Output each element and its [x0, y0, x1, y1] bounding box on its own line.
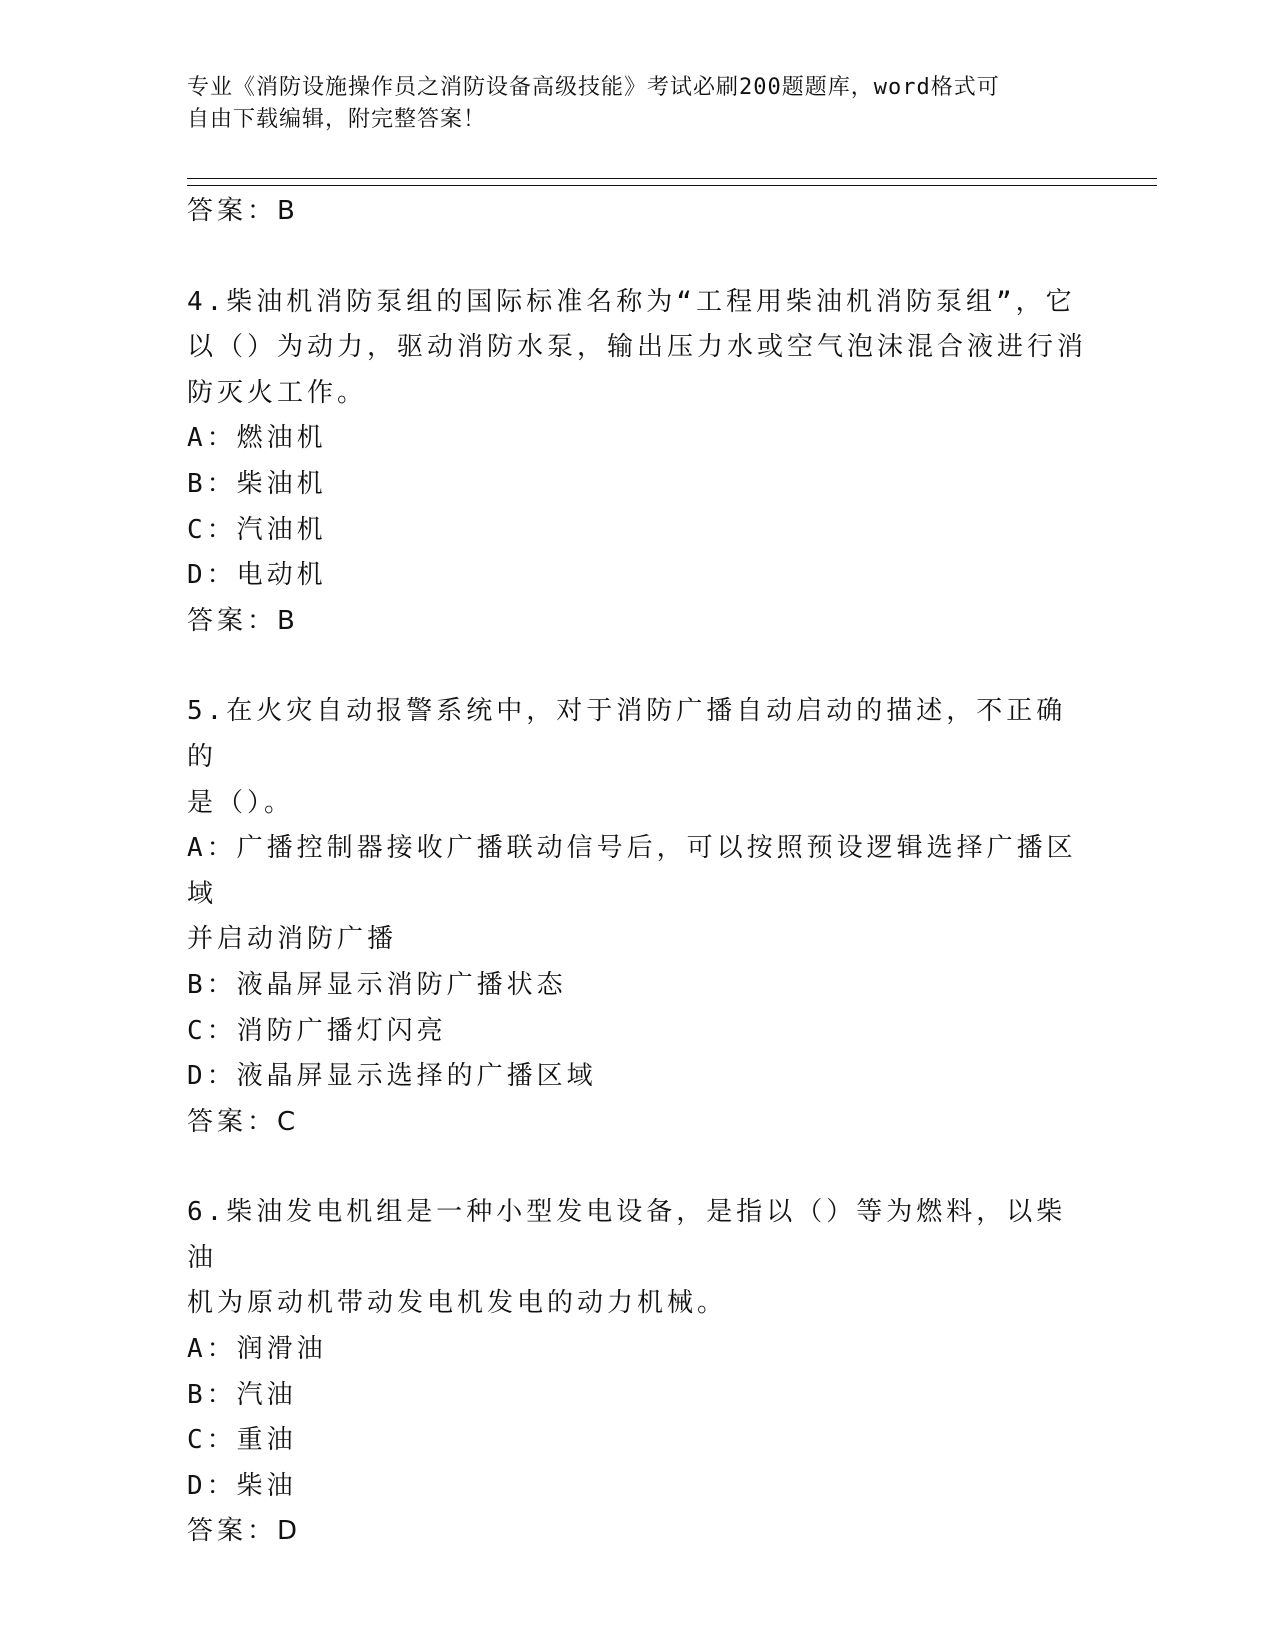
- option-a: A：广播控制器接收广播联动信号后，可以按照预设逻辑选择广播区域: [187, 833, 1077, 909]
- header-line-1: 专业《消防设施操作员之消防设备高级技能》考试必刷200题题库，word格式可: [187, 75, 1000, 100]
- question-stem-line: 是（）。: [187, 787, 295, 818]
- question-stem-line: 以（）为动力，驱动消防水泵，输出压力水或空气泡沫混合液进行消: [187, 332, 1088, 363]
- question-stem-line: 机为原动机带动发电机发电的动力机械。: [187, 1288, 728, 1319]
- question-stem-line: 防灭火工作。: [187, 377, 368, 408]
- option-c: C：重油: [187, 1425, 297, 1456]
- answer: 答案：B: [187, 605, 299, 636]
- option-b: B：汽油: [187, 1379, 297, 1410]
- question-5: [187, 689, 1087, 1145]
- option-c: C：汽油机: [187, 514, 327, 545]
- question-stem-line: 4.柴油机消防泵组的国际标准名称为“工程用柴油机消防泵组”，它: [187, 286, 1076, 317]
- header-divider: [187, 178, 1157, 186]
- page-header: [187, 72, 1067, 136]
- answer: 答案：C: [187, 1106, 300, 1137]
- option-c: C：消防广播灯闪亮: [187, 1015, 447, 1046]
- option-b: B：柴油机: [187, 468, 327, 499]
- answer: 答案：D: [187, 1516, 302, 1547]
- previous-answer: 答案：B: [187, 196, 299, 226]
- option-d: D：液晶屏显示选择的广播区域: [187, 1061, 597, 1092]
- option-d: D：电动机: [187, 560, 327, 591]
- option-a-continued: 并启动消防广播: [187, 924, 398, 955]
- option-d: D：柴油: [187, 1470, 297, 1501]
- option-a: A：燃油机: [187, 423, 327, 454]
- document-body: [187, 189, 1087, 1555]
- option-b: B：液晶屏显示消防广播状态: [187, 969, 567, 1000]
- header-line-2: 自由下载编辑，附完整答案！: [187, 107, 487, 132]
- question-stem-line: 5.在火灾自动报警系统中，对于消防广播自动启动的描述，不正确的: [187, 696, 1067, 772]
- question-4: [187, 280, 1087, 645]
- question-6: [187, 1190, 1087, 1555]
- option-a: A：润滑油: [187, 1334, 327, 1365]
- question-stem-line: 6.柴油发电机组是一种小型发电设备，是指以（）等为燃料，以柴油: [187, 1197, 1067, 1273]
